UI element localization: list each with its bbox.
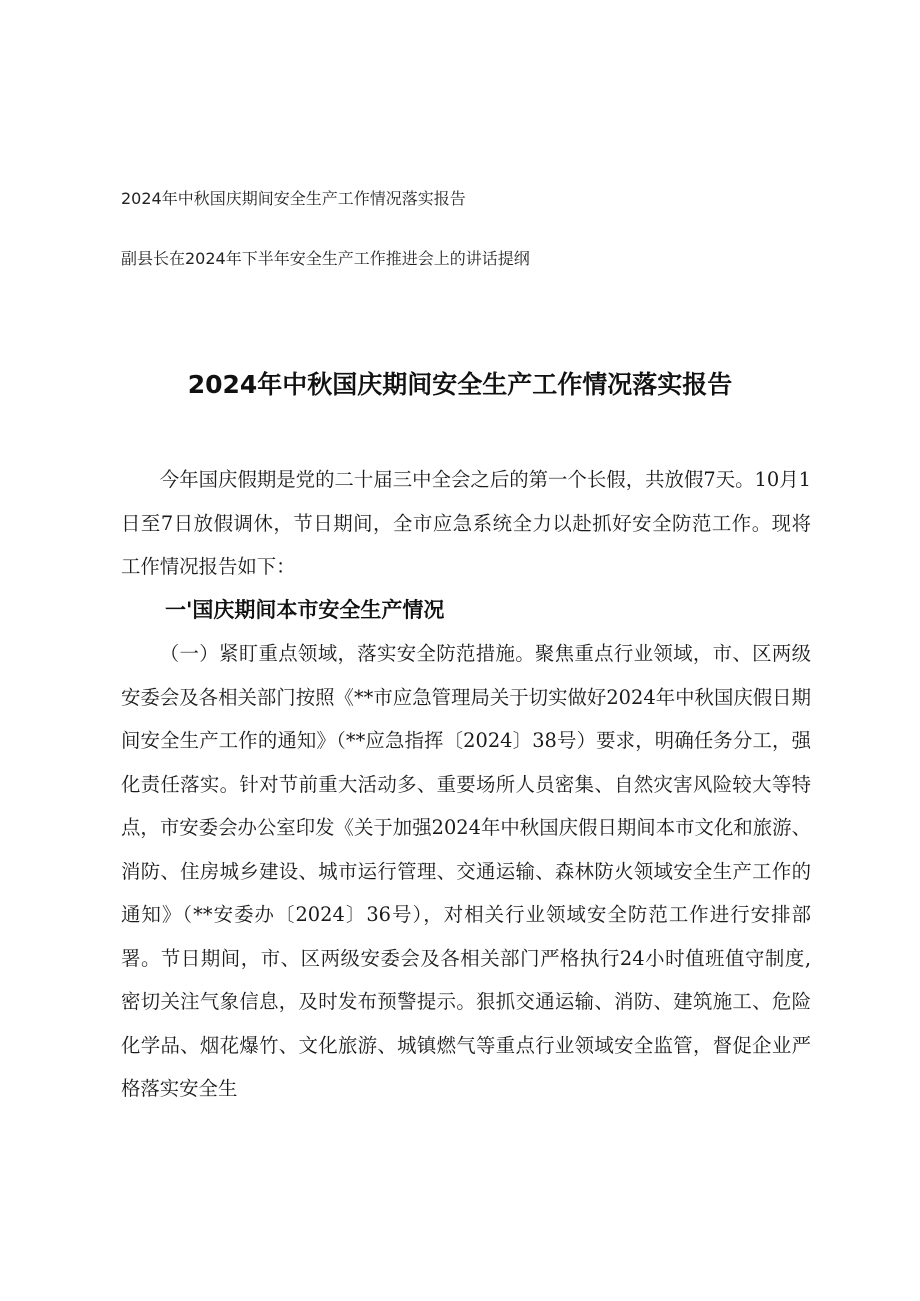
section-paragraph: （一）紧盯重点领域，落实安全防范措施。聚焦重点行业领域，市、区两级安委会及各相关部门按照《**市应急管理局关于切实做好2024年中秋国庆假日期间安全生产工作的通知》（**应急指挥〔2024〕38号）要求，明确任务分工，强化责任落实。针对节前重大活动多、重要场所人员密集、自然灾害风险较大等特点，市安委会办公室印发《关于加强2024年中秋国庆假日期间本市文化和旅游、消防、住房城乡建设、城市运行管理、交通运输、森林防火领域安全生产工作的通知》（**安委办〔2024〕36号），对相关行业领域安全防范工作进行安排部署。节日期间，市、区两级安委会及各相关部门严格执行24小时值班值守制度,密切关注气象信息，及时发布预警提示。狠抓交通运输、消防、建筑施工、危险化学品、烟花爆竹、文化旅游、城镇燃气等重点行业领域安全监管，督促企业严格落实安全生 (121, 642, 811, 1100)
intro-paragraph: 今年国庆假期是党的二十届三中全会之后的第一个长假，共放假7天。10月1日至7日放假调休，节日期间，全市应急系统全力以赴抓好安全防范工作。现将工作情况报告如下： (121, 468, 811, 578)
toc-item-report: 2024年中秋国庆期间安全生产工作情况落实报告 (121, 189, 466, 208)
table-of-contents (121, 188, 821, 270)
document-body (121, 458, 811, 1111)
document-title: 2024年中秋国庆期间安全生产工作情况落实报告 (187, 370, 733, 399)
section-heading: 一'国庆期间本市安全生产情况 (165, 597, 445, 622)
toc-item-speech-outline: 副县长在2024年下半年安全生产工作推进会上的讲话提纲 (121, 249, 530, 268)
